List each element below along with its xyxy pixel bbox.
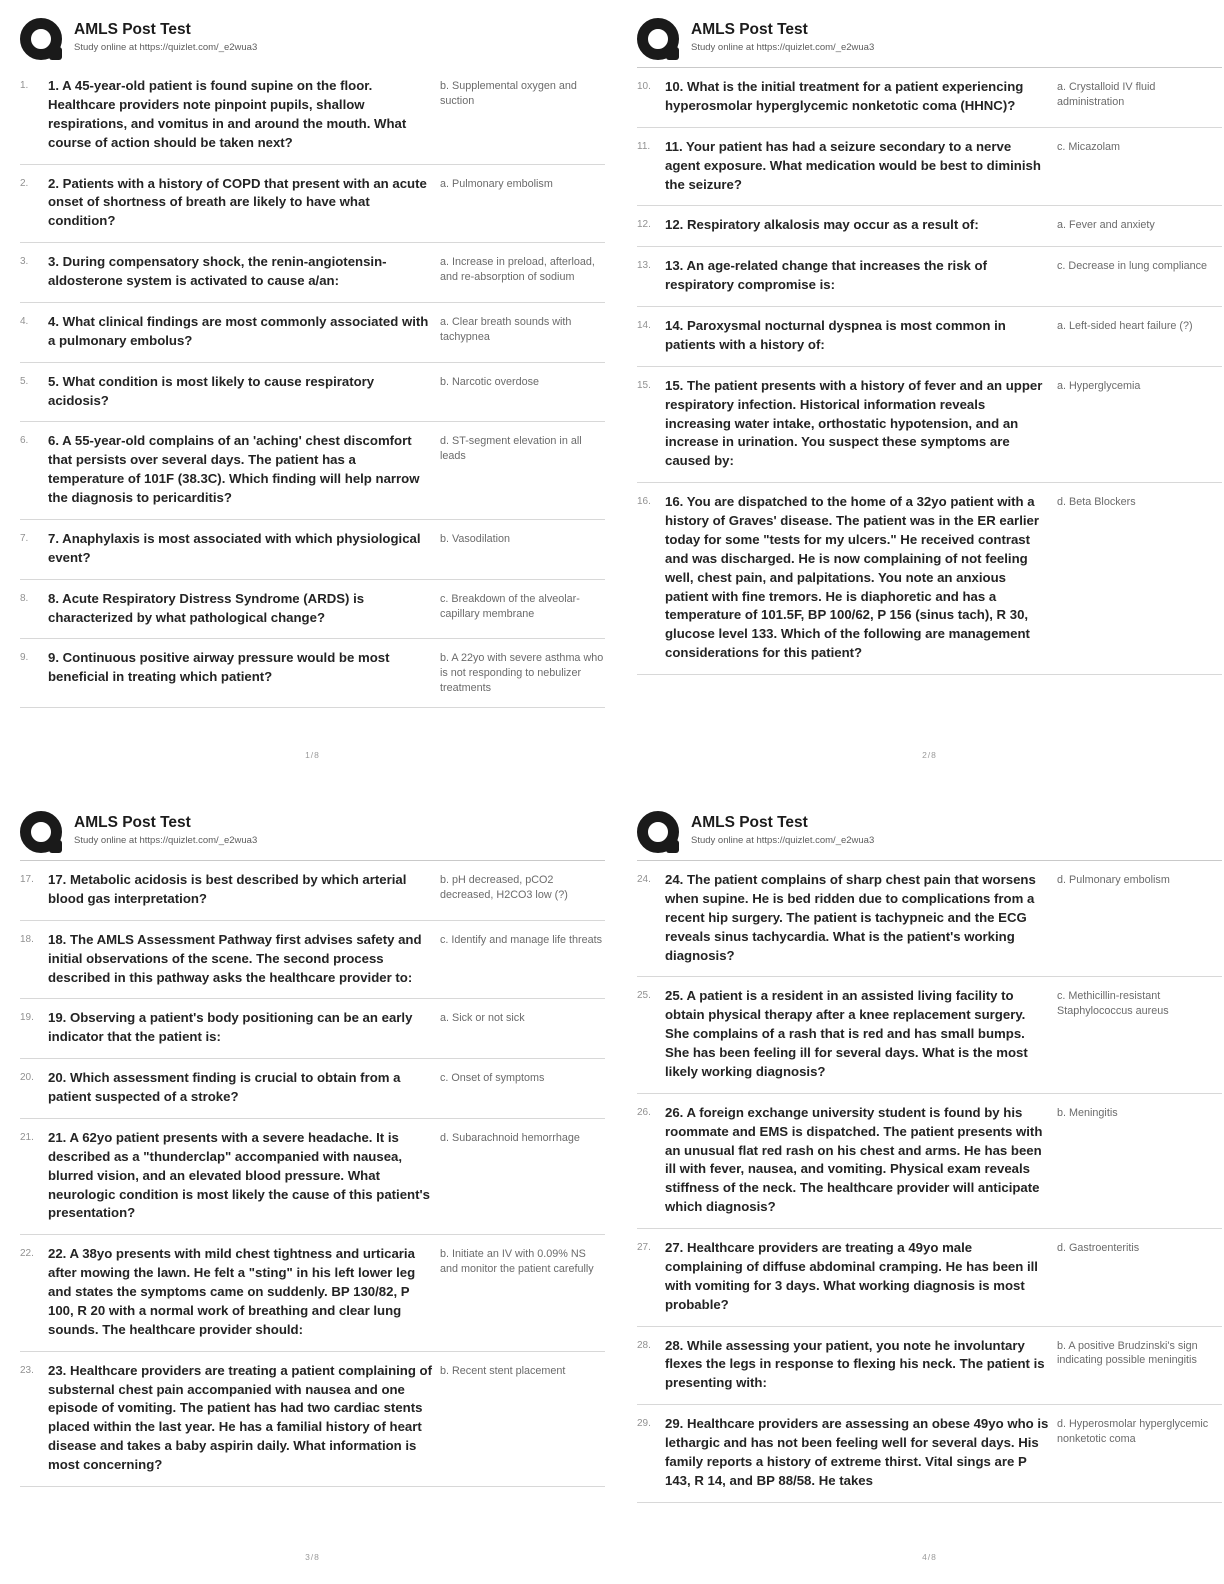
answer-text: b. Recent stent placement	[440, 1364, 566, 1377]
question-index: 8.	[20, 592, 29, 604]
page-title: AMLS Post Test	[691, 814, 808, 831]
qa-list	[637, 861, 1222, 1503]
answer-text: c. Methicillin-resistant Staphylococcus aureus	[1057, 990, 1169, 1018]
question-text: 6. A 55-year-old complains of an 'aching' chest discomfort that persists over several days. The patient has a temperature of 101F (38.3C). Which finding will help narrow the diagnosis to pericarditis?	[48, 433, 420, 505]
qa-row	[637, 977, 1222, 1093]
answer-text: d. Pulmonary embolism	[1057, 874, 1170, 886]
question-text: 13. An age-related change that increases the risk of respiratory compromise is:	[665, 258, 987, 293]
answer-text: b. Initiate an IV with 0.09% NS and monitor the patient carefully	[440, 1248, 594, 1276]
question-text: 27. Healthcare providers are treating a 49yo male complaining of diffuse abdominal cramping. He has been ill with vomiting for 3 days. What working diagnosis is most probable?	[665, 1240, 1038, 1312]
answer-text: b. Supplemental oxygen and suction	[440, 80, 577, 107]
question-index: 29.	[637, 1418, 651, 1430]
answer-text: a. Pulmonary embolism	[440, 177, 553, 190]
question-index: 24.	[637, 874, 651, 885]
study-online-link: Study online at https://quizlet.com/_e2wua3	[74, 42, 258, 54]
quizlet-logo-icon	[637, 811, 679, 853]
answer-text: c. Micazolam	[1057, 140, 1120, 153]
page-4	[637, 808, 1222, 1584]
logo-tail	[666, 47, 679, 60]
qa-row	[20, 861, 605, 921]
answer-text: b. A positive Brudzinski's sign indicating possible meningitis	[1057, 1339, 1198, 1367]
question-index: 15.	[637, 379, 651, 391]
answer-text: a. Fever and anxiety	[1057, 219, 1155, 232]
logo-tail	[49, 47, 62, 60]
answer-text: c. Identify and manage life threats	[440, 933, 603, 946]
qa-row	[20, 67, 605, 165]
question-index: 2.	[20, 177, 29, 189]
page-header	[20, 808, 605, 861]
question-text: 19. Observing a patient's body positioning can be an early indicator that the patient is:	[48, 1010, 413, 1045]
qa-row	[20, 639, 605, 708]
question-text: 17. Metabolic acidosis is best described by which arterial blood gas interpretation?	[48, 872, 407, 906]
question-index: 21.	[20, 1131, 34, 1143]
question-index: 1.	[20, 80, 29, 91]
qa-row	[20, 165, 605, 244]
question-index: 28.	[637, 1339, 651, 1351]
question-text: 1. A 45-year-old patient is found supine on the floor. Healthcare providers note pinpoint pupils, shallow respirations, and vomitus in and around the mouth. What course of action should be taken next?	[48, 78, 407, 150]
question-index: 11.	[637, 140, 651, 152]
question-text: 29. Healthcare providers are assessing an obese 49yo who is lethargic and has not been feeling well for several days. His family reports a history of extreme thirst. Vital sings are P 143, R 14, and BP 88/58. He takes	[665, 1416, 1049, 1488]
answer-text: b. pH decreased, pCO2 decreased, H2CO3 low (?)	[440, 874, 568, 901]
question-index: 23.	[20, 1364, 34, 1376]
question-text: 24. The patient complains of sharp chest pain that worsens when supine. He is bed ridden due to complications from a recent hip surgery. The patient is tachypneic and the ECG reveals sinus tachycardia. What is the patient's working diagnosis?	[665, 872, 1036, 963]
answer-text: d. Beta Blockers	[1057, 496, 1136, 509]
question-text: 11. Your patient has had a seizure secondary to a nerve agent exposure. What medication would be best to diminish the seizure?	[665, 138, 1041, 192]
answer-text: c. Decrease in lung compliance	[1057, 260, 1208, 273]
qa-row	[637, 68, 1222, 128]
question-text: 3. During compensatory shock, the renin-angiotensin-aldosterone system is activated to cause a/an:	[48, 254, 387, 288]
question-text: 15. The patient presents with a history of fever and an upper respiratory infection. Historical information reveals increasing water intake, orthostatic hypotension, and an increase in urination. You suspect these symptoms are caused by:	[665, 377, 1043, 469]
qa-row	[20, 243, 605, 303]
question-text: 21. A 62yo patient presents with a severe headache. It is described as a "thunderclap" accompanied with nausea, blurred vision, and an elevated blood pressure. What neurologic condition is most likely the cause of this patient's presentation?	[48, 1129, 430, 1221]
header-text	[691, 810, 874, 846]
page-2	[637, 15, 1222, 808]
qa-row	[637, 861, 1222, 977]
quizlet-logo-icon	[637, 18, 679, 60]
answer-text: c. Breakdown of the alveolar-capillary membrane	[440, 592, 580, 620]
qa-row	[637, 247, 1222, 307]
answer-text: a. Increase in preload, afterload, and re-absorption of sodium	[440, 256, 595, 284]
question-text: 8. Acute Respiratory Distress Syndrome (ARDS) is characterized by what pathological change?	[48, 590, 365, 625]
qa-row	[20, 422, 605, 520]
question-index: 10.	[637, 81, 651, 92]
study-online-link: Study online at https://quizlet.com/_e2wua3	[691, 42, 875, 54]
question-index: 27.	[637, 1242, 651, 1253]
qa-row	[20, 303, 605, 363]
question-text: 20. Which assessment finding is crucial to obtain from a patient suspected of a stroke?	[48, 1070, 401, 1104]
question-index: 16.	[637, 496, 651, 508]
qa-row	[20, 580, 605, 640]
page-header	[637, 15, 1222, 68]
page-number: 1/8	[305, 750, 320, 760]
page-number: 4/8	[922, 1552, 937, 1562]
page-title: AMLS Post Test	[74, 21, 191, 38]
answer-text: b. A 22yo with severe asthma who is not responding to nebulizer treatments	[440, 652, 604, 695]
question-index: 5.	[20, 375, 29, 387]
answer-text: d. ST-segment elevation in all leads	[440, 435, 582, 463]
answer-text: b. Narcotic overdose	[440, 375, 540, 388]
qa-row	[637, 206, 1222, 247]
answer-text: a. Sick or not sick	[440, 1012, 525, 1025]
question-index: 3.	[20, 256, 29, 268]
page-1	[20, 15, 605, 808]
answer-text: d. Subarachnoid hemorrhage	[440, 1131, 580, 1144]
qa-row	[637, 1327, 1222, 1406]
qa-row	[637, 483, 1222, 675]
question-text: 12. Respiratory alkalosis may occur as a result of:	[665, 217, 979, 233]
answer-text: b. Meningitis	[1057, 1106, 1118, 1119]
answer-text: a. Crystalloid IV fluid administration	[1057, 81, 1156, 108]
question-index: 26.	[637, 1106, 651, 1118]
qa-row	[20, 1059, 605, 1119]
page-header	[20, 15, 605, 67]
question-index: 17.	[20, 874, 34, 885]
study-online-link: Study online at https://quizlet.com/_e2wua3	[691, 835, 875, 847]
qa-list	[637, 68, 1222, 675]
question-text: 4. What clinical findings are most commonly associated with a pulmonary embolus?	[48, 313, 429, 348]
header-text	[74, 810, 257, 846]
qa-list	[20, 861, 605, 1487]
qa-row	[20, 999, 605, 1059]
qa-row	[637, 1405, 1222, 1503]
question-index: 7.	[20, 532, 29, 544]
question-index: 12.	[637, 219, 651, 231]
logo-tail	[49, 840, 62, 853]
question-text: 7. Anaphylaxis is most associated with which physiological event?	[48, 530, 421, 565]
page-number: 2/8	[922, 750, 937, 760]
answer-text: a. Hyperglycemia	[1057, 379, 1141, 392]
question-text: 9. Continuous positive airway pressure would be most beneficial in treating which patient?	[48, 650, 390, 685]
qa-list	[20, 67, 605, 708]
question-text: 22. A 38yo presents with mild chest tightness and urticaria after mowing the lawn. He felt a "sting" in his left lower leg and states the symptoms came on suddenly. BP 130/82, P 100, R 20 with a normal work of breathing and clear lung sounds. The healthcare provider should:	[48, 1246, 416, 1337]
answer-text: b. Vasodilation	[440, 532, 511, 545]
question-text: 23. Healthcare providers are treating a patient complaining of substernal chest pain accompanied with nausea and one episode of vomiting. The patient has had two cardiac stents placed within the last year. He has a familial history of heart disease and takes a baby aspirin daily. What information is most concerning?	[48, 1362, 433, 1472]
qa-row	[20, 1352, 605, 1487]
question-text: 2. Patients with a history of COPD that present with an acute onset of shortness of breath are likely to have what condition?	[48, 175, 427, 229]
question-text: 10. What is the initial treatment for a patient experiencing hyperosmolar hyperglycemic nonketotic coma (HHNC)?	[665, 79, 1024, 113]
answer-text: a. Left-sided heart failure (?)	[1057, 320, 1193, 332]
qa-row	[20, 921, 605, 1000]
quizlet-logo-icon	[20, 18, 62, 60]
qa-row	[637, 367, 1222, 483]
question-index: 25.	[637, 990, 651, 1002]
quizlet-logo-icon	[20, 811, 62, 853]
question-text: 5. What condition is most likely to cause respiratory acidosis?	[48, 373, 375, 408]
page-3	[20, 808, 605, 1584]
qa-row	[20, 1119, 605, 1235]
question-text: 18. The AMLS Assessment Pathway first advises safety and initial observations of the scene. The second process described in this pathway asks the healthcare provider to:	[48, 931, 422, 985]
question-index: 14.	[637, 320, 651, 331]
question-index: 19.	[20, 1012, 34, 1024]
page-header	[637, 808, 1222, 861]
header-text	[74, 17, 257, 53]
question-text: 14. Paroxysmal nocturnal dyspnea is most common in patients with a history of:	[665, 318, 1006, 352]
question-index: 9.	[20, 652, 29, 664]
answer-text: d. Gastroenteritis	[1057, 1242, 1140, 1254]
answer-text: c. Onset of symptoms	[440, 1072, 545, 1085]
answer-text: a. Clear breath sounds with tachypnea	[440, 315, 572, 343]
qa-row	[637, 128, 1222, 207]
question-index: 6.	[20, 435, 29, 447]
page-title: AMLS Post Test	[74, 814, 191, 831]
qa-row	[637, 1229, 1222, 1327]
page-title: AMLS Post Test	[691, 21, 808, 38]
question-index: 4.	[20, 315, 29, 327]
question-index: 20.	[20, 1072, 34, 1084]
answer-text: d. Hyperosmolar hyperglycemic nonketotic coma	[1057, 1418, 1209, 1446]
header-text	[691, 17, 874, 53]
study-online-link: Study online at https://quizlet.com/_e2wua3	[74, 835, 258, 847]
qa-row	[637, 1094, 1222, 1229]
question-index: 13.	[637, 260, 651, 272]
logo-tail	[666, 840, 679, 853]
question-index: 22.	[20, 1248, 34, 1260]
question-index: 18.	[20, 933, 34, 945]
qa-row	[20, 363, 605, 423]
qa-row	[20, 520, 605, 580]
question-text: 28. While assessing your patient, you note he involuntary flexes the legs in response to flexing his neck. The patient is presenting with:	[665, 1337, 1045, 1391]
qa-row	[20, 1235, 605, 1351]
page-number: 3/8	[305, 1552, 320, 1562]
question-text: 16. You are dispatched to the home of a 32yo patient with a history of Graves' disease. The patient was in the ER earlier today for some "tests for my ulcers." He received contrast and was discharged. He is now complaining of not feeling well, chest pain, and palpitations. You note an anxious patient with fine tremors. He is diaphoretic and has a temperature of 101.5F, BP 100/62, P 156 (sinus tach), R 30, glucose level 133. Which of the following are management considerations for this patient?	[665, 494, 1039, 661]
question-text: 26. A foreign exchange university student is found by his roommate and EMS is dispatched. The patient presents with an unusual flat red rash on his chest and arms. He has been ill with fever, nausea, and vomiting. Physical exam reveals stiffness of the neck. The healthcare provider will anticipate which diagnosis?	[665, 1104, 1043, 1215]
question-text: 25. A patient is a resident in an assisted living facility to obtain physical therapy after a knee replacement surgery. She complains of a rash that is red and has small bumps. She has been feeling ill for several days. What is the most likely working diagnosis?	[665, 988, 1028, 1079]
qa-row	[637, 307, 1222, 367]
